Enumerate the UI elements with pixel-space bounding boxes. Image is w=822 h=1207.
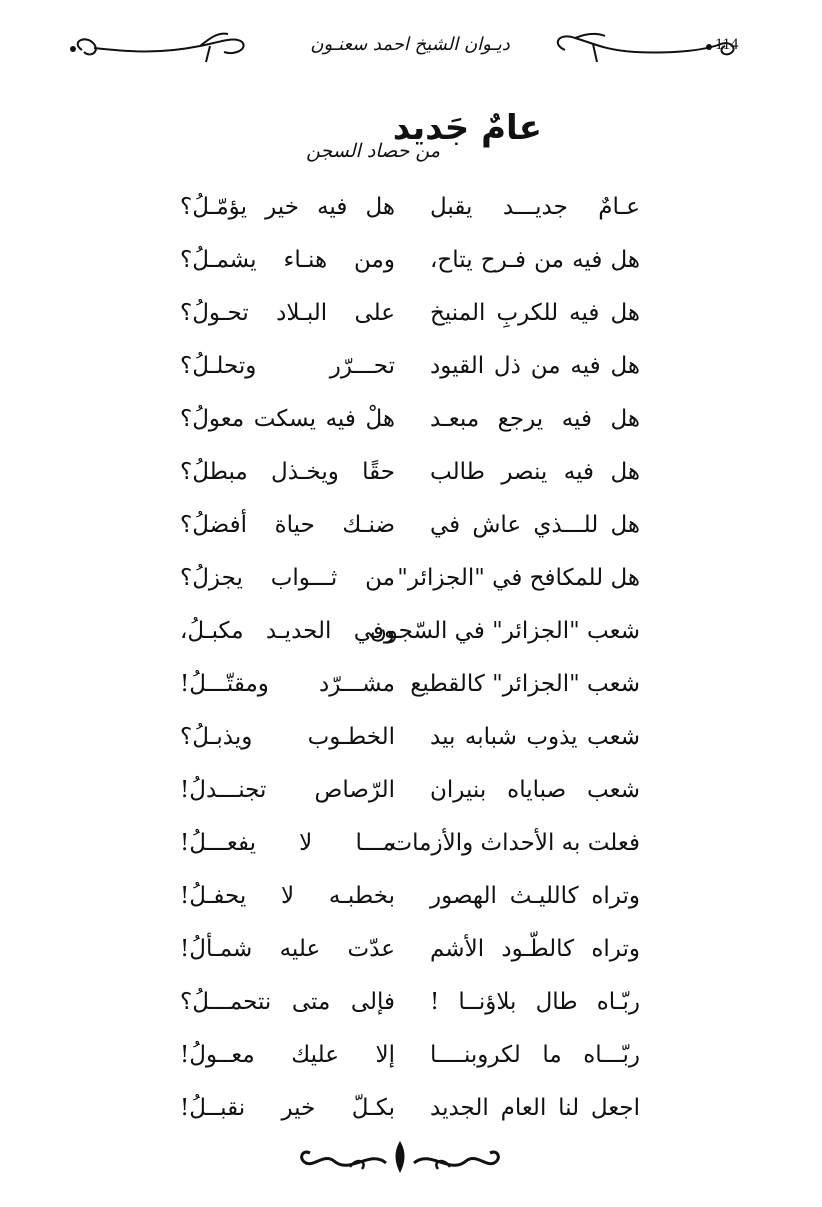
verse-line [170,294,650,347]
end-ornament [290,1135,510,1185]
verse-line [170,612,650,665]
second-hemistich: عدّت عليه شمـألُ! [180,936,395,962]
first-hemistich: اجعل لنا العام الجديد [430,1095,640,1121]
verse-line [170,930,650,983]
first-hemistich: شعب "الجزائر" كالقطيع [410,671,640,697]
second-hemistich: بكـلّ خير نقبــلُ! [180,1095,395,1121]
second-hemistich: إلا عليك معــولُ! [180,1042,395,1068]
first-hemistich: هل فيه يرجع مبعـد [430,406,640,432]
verse-line [170,188,650,241]
first-hemistich: هل للـــذي عاش في [430,512,640,538]
second-hemistich: هلْ فيه يسكت معولُ؟ [180,406,395,432]
second-hemistich: ضنـك حياة أفضلُ؟ [180,512,395,538]
second-hemistich: وفي الحديـد مكبـلُ، [180,618,395,644]
verse-line [170,453,650,506]
second-hemistich: الرّصاص تجنـــدلُ! [180,777,395,803]
second-hemistich: ومن هنـاء يشمـلُ؟ [180,247,395,273]
verse-line [170,824,650,877]
second-hemistich: حقًا ويخـذل مبطلُ؟ [180,459,395,485]
verse-line [170,241,650,294]
second-hemistich: الخطـوب ويذبـلُ؟ [180,724,395,750]
verse-line [170,400,650,453]
first-hemistich: هل فيه للكربِ المنيخ [430,300,640,326]
page-number: 114 [715,36,739,53]
poem-title-block [250,108,550,178]
dot-ornament [706,44,712,50]
first-hemistich: هل فيه من فـرح يتاح، [430,247,640,273]
first-hemistich: هل للمكافح في "الجزائر" [397,565,640,591]
second-hemistich: هل فيه خير يؤمّـلُ؟ [180,194,395,220]
first-hemistich: شعب صباياه بنيران [430,777,640,803]
verse-line [170,1036,650,1089]
poem-body [170,188,650,1142]
verse-line [170,877,650,930]
second-hemistich: فإلى متى نتحمـــلُ؟ [180,989,395,1015]
poem-subtitle: من حصاد السجن [306,140,440,162]
first-hemistich: هل فيه من ذل القيود [430,353,640,379]
verse-line [170,665,650,718]
poem-title: عامٌ جَديد [392,108,542,148]
second-hemistich: تحـــرّر وتحلـلُ؟ [180,353,395,379]
first-hemistich: فعلت به الأحداث والأزمات [390,830,640,856]
second-hemistich: بخطبـه لا يحفـلُ! [180,883,395,909]
first-hemistich: وتراه كالطّـود الأشم [430,936,640,962]
first-hemistich: وتراه كالليـث الهصور [430,883,640,909]
page-header [60,20,760,70]
second-hemistich: على البـلاد تحـولُ؟ [180,300,395,326]
first-hemistich: عـامٌ جديـــد يقبل [430,194,640,220]
verse-line [170,771,650,824]
first-hemistich: هل فيه ينصر طالب [430,459,640,485]
verse-line [170,559,650,612]
second-hemistich: من ثـــواب يجزلُ؟ [180,565,395,591]
running-title: ديـوان الشيخ احمد سعنـون [310,34,510,55]
verse-line [170,506,650,559]
first-hemistich: ربّـاه طال بلاؤنــا ! [430,989,640,1015]
verse-line [170,983,650,1036]
first-hemistich: شعب يذوب شبابه بيد [430,724,640,750]
second-hemistich: مـــا لا يفعـــلُ! [180,830,395,856]
flourish-ornament-left [60,28,250,68]
second-hemistich: مشـــرّد ومقتّـــلُ! [180,671,395,697]
verse-line [170,718,650,771]
first-hemistich: شعب "الجزائر" في السّجون [369,618,640,644]
verse-line [170,347,650,400]
first-hemistich: ربّـــاه ما لكروبنــــا [430,1042,640,1068]
